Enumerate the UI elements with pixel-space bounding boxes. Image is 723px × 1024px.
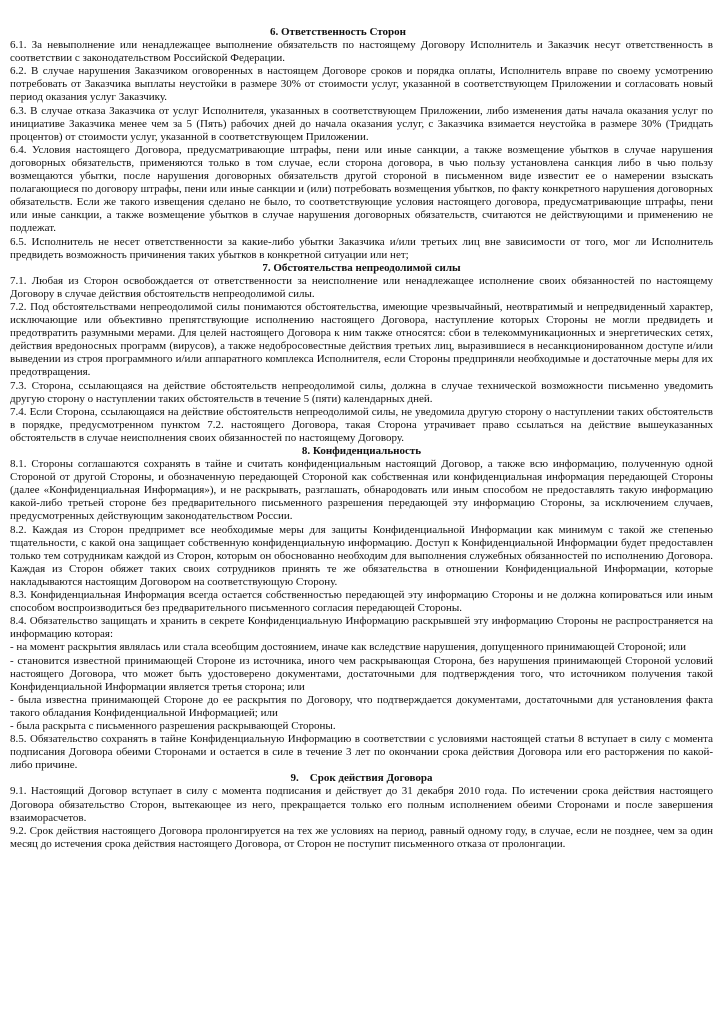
clause-9-1: 9.1. Настоящий Договор вступает в силу с момента подписания и действует до 31 декабря 2010 года. По истечении срока действия настоящего Договора обязательство Сторон, вытекающее из него, прекращается только его полным исполнением обеими Сторонами и после завершения взаиморасчетов.	[10, 785, 713, 824]
clause-8-5: 8.5. Обязательство сохранять в тайне Конфиденциальную Информацию в соответствии с условиями настоящей статьи 8 вступает в силу с момента подписания Договора обеими Сторонами и остается в силе в течение 3 лет по окончании срока действия Договора или его расторжения по какой-либо причине.	[10, 733, 713, 772]
document-page	[10, 26, 713, 851]
clause-8-3: 8.3. Конфиденциальная Информация всегда остается собственностью передающей эту информацию Стороны и не должна копироваться или иным способом воспроизводиться без предварительного письменного согласия передающей Стороны.	[10, 589, 713, 615]
clause-8-4-item-1: - на момент раскрытия являлась или стала всеобщим достоянием, иначе как вследствие нарушения, допущенного принимающей Стороной; или	[10, 641, 687, 654]
section-7-force-majeure	[10, 262, 713, 445]
clause-6-2: 6.2. В случае нарушения Заказчиком оговоренных в настоящем Договоре сроков и порядка оплаты, Исполнитель вправе по своему усмотрению потребовать от Заказчика выплаты неустойки в размере 30% от стоимости услуг, указанной в соответствующем Приложении и согласовать новый период оказания услуг Заказчику.	[10, 65, 713, 104]
clause-7-2: 7.2. Под обстоятельствами непреодолимой силы понимаются обстоятельства, имеющие чрезвычайный, неотвратимый и непредвиденный характер, исключающие или объективно препятствующие исполнению настоящего Договора, наступление которых Стороны не могли предвидеть и предотвратить разумными мерами. Для целей настоящего Договора к ним также относятся: сбои в телекоммуникационных и энергетических сетях, действия вредоносных программ (вирусов), а также недобросовестные действия третьих лиц, выразившиеся в несанкционированном доступе и/или выведении из строя программного и/или аппаратного комплекса Исполнителя, если Стороны предприняли необходимые и достаточные меры для их предотвращения.	[10, 300, 713, 379]
section-heading: 6. Ответственность Сторон	[270, 26, 406, 38]
clause-8-4-item-4: - была раскрыта с письменного разрешения раскрывающей Стороны.	[10, 719, 336, 732]
clause-6-1: 6.1. За невыполнение или ненадлежащее выполнение обязательств по настоящему Договору Исполнитель и Заказчик несут ответственность в соответствии с законодательством Российской Федерации.	[10, 39, 713, 65]
clause-8-1: 8.1. Стороны соглашаются сохранять в тайне и считать конфиденциальным настоящий Договор, а также всю информацию, полученную одной Стороной от другой Стороны, и обозначенную передающей Стороной как собственная или конфиденциальная информация передающей Стороны (далее «Конфиденциальная Информация»), и не раскрывать, разглашать, обнародовать или иным способом не предоставлять такую информацию какой-либо третьей стороне без предварительного письменного разрешения передающей эту информацию Стороны, за исключением случаев, предусмотренных действующим законодательством России.	[10, 458, 713, 523]
section-heading: 8. Конфиденциальность	[301, 445, 422, 457]
section-heading: 9. Срок действия Договора	[290, 772, 433, 785]
section-6-liability	[10, 26, 713, 262]
clause-6-5: 6.5. Исполнитель не несет ответственности за какие-либо убытки Заказчика и/или третьих лиц вне зависимости от того, мог ли Исполнитель предвидеть возможность причинения таких убытков в конкретной ситуации или нет;	[10, 235, 713, 261]
clause-9-2: 9.2. Срок действия настоящего Договора пролонгируется на тех же условиях на период, равный одному году, в случае, если не позднее, чем за один месяц до истечения срока действия настоящего Договора, от Сторон не поступит письменного отказа от пролонгации.	[10, 824, 713, 850]
clause-8-4-item-2: - становится известной принимающей Стороне из источника, иного чем раскрывающая Сторона, без нарушения принимающей Стороной условий настоящего Договора, что может быть удостоверено документами, достаточными для подтверждения того, что источником получения такой Конфиденциальной Информации является третья сторона; или	[10, 654, 713, 693]
clause-7-4: 7.4. Если Сторона, ссылающаяся на действие обстоятельств непреодолимой силы, не уведомила другую сторону о наступлении таких обстоятельств в порядке, предусмотренном пунктом 7.2. настоящего Договора, такая Сторона утрачивает право ссылаться на действие вышеуказанных обстоятельств в случае неисполнения своих обязанностей по настоящему Договору.	[10, 405, 713, 444]
clause-8-2: 8.2. Каждая из Сторон предпримет все необходимые меры для защиты Конфиденциальной Информации как минимум с такой же степенью тщательности, с какой она защищает собственную конфиденциальную информацию. Доступ к Конфиденциальной Информации будет предоставлен только тем сотрудникам каждой из Сторон, которым он обоснованно необходим для выполнения служебных обязанностей по исполнению Договора. Каждая из Сторон обяжет таких своих сотрудников принять те же обязательства в отношении Конфиденциальной Информации, которые накладываются настоящим Договором на соответствующую Сторону.	[10, 523, 713, 588]
clause-6-4: 6.4. Условия настоящего Договора, предусматривающие штрафы, пени или иные санкции, а также возмещение убытков в случае нарушения договорных обязательств, применяются только в том случае, если сторона договора, в чью пользу установлена санкция либо в чью пользу возмещаются убытки, после нарушения договорных обязательств другой стороной в письменном виде известит ее о намерении взыскать полагающиеся по договору штрафы, пени или иные санкции и (или) потребовать возмещения убытков, по факту конкретного нарушения договорных обязательств. Если же такого извещения сделано не было, то соответствующие условия настоящего договора, предусматривающие штрафы, пени или иные санкции, а также возмещение убытков в случае нарушения договорных обязательств, считаются не действующими и применению не подлежат.	[10, 143, 713, 235]
clause-8-4: 8.4. Обязательство защищать и хранить в секрете Конфиденциальную Информацию раскрывшей эту информацию Стороны не распространяется на информацию которая:	[10, 615, 713, 641]
clause-7-1: 7.1. Любая из Сторон освобождается от ответственности за неисполнение или ненадлежащее исполнение своих обязанностей по настоящему Договору в случае действия обстоятельств непреодолимой силы.	[10, 274, 713, 300]
clause-8-4-item-3: - была известна принимающей Стороне до ее раскрытия по Договору, что подтверждается документами, достаточными для установления факта такого обладания Конфиденциальной Информацией; или	[10, 693, 713, 719]
clause-7-3: 7.3. Сторона, ссылающаяся на действие обстоятельств непреодолимой силы, должна в случае технической возможности письменно уведомить другую сторону о наступлении таких обстоятельств в течение 5 (пяти) календарных дней.	[10, 379, 713, 405]
section-heading: 7. Обстоятельства непреодолимой силы	[262, 261, 461, 274]
section-8-confidentiality	[10, 445, 713, 772]
clause-6-3: 6.3. В случае отказа Заказчика от услуг Исполнителя, указанных в соответствующем Приложении, либо изменения даты начала оказания услуг по инициативе Заказчика менее чем за 5 (Пять) рабочих дней до начала оказания услуг, с Заказчика взимается неустойка в размере 30% (Тридцать процентов) от стоимости услуг, указанной в соответствующем Приложении.	[10, 104, 713, 143]
section-9-term	[10, 772, 713, 851]
